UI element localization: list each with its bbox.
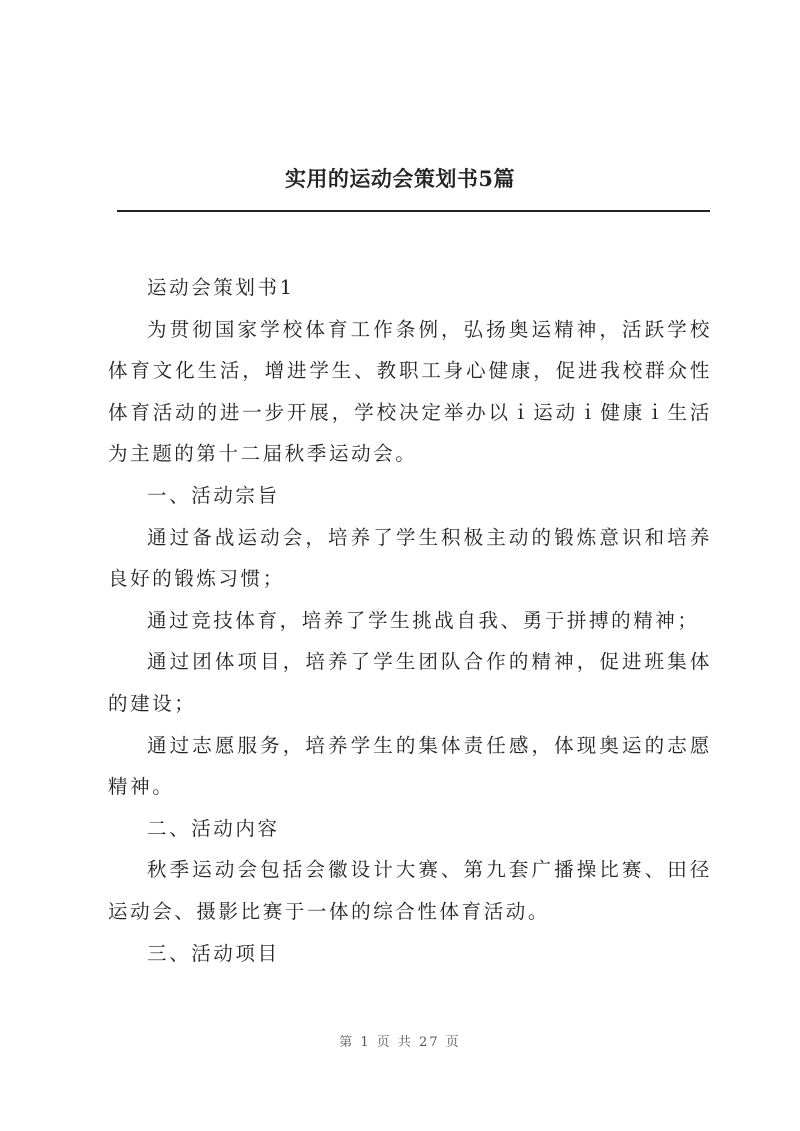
section-heading-plan-1: 运动会策划书1 — [147, 276, 295, 299]
purpose-item-4: 通过志愿服务，培养学生的集体责任感，体现奥运的志愿精神。 — [108, 733, 712, 799]
title-underline — [117, 210, 710, 212]
section-heading-content: 二、活动内容 — [147, 816, 280, 840]
purpose-item-3: 通过团体项目，培养了学生团队合作的精神，促进班集体的建设； — [108, 650, 712, 715]
section-heading-events: 三、活动项目 — [147, 941, 280, 965]
document-body — [108, 267, 712, 974]
document-title: 实用的运动会策划书5篇 — [284, 166, 516, 191]
content-paragraph: 秋季运动会包括会徽设计大赛、第九套广播操比赛、田径运动会、摄影比赛于一体的综合性体育活动。 — [108, 858, 712, 923]
section-heading-purpose: 一、活动宗旨 — [147, 483, 280, 507]
page-number-footer: 第 1 页 共 27 页 — [339, 1035, 461, 1050]
purpose-item-1: 通过备战运动会，培养了学生积极主动的锻炼意识和培养良好的锻炼习惯； — [108, 525, 712, 591]
intro-paragraph: 为贯彻国家学校体育工作条例，弘扬奥运精神，活跃学校体育文化生活，增进学生、教职工身心健康，促进我校群众性体育活动的进一步开展，学校决定举办以ｉ运动ｉ健康ｉ生活为主题的第十二届秋季运动会。 — [108, 317, 712, 466]
purpose-item-2: 通过竞技体育，培养了学生挑战自我、勇于拼搏的精神； — [147, 608, 700, 632]
